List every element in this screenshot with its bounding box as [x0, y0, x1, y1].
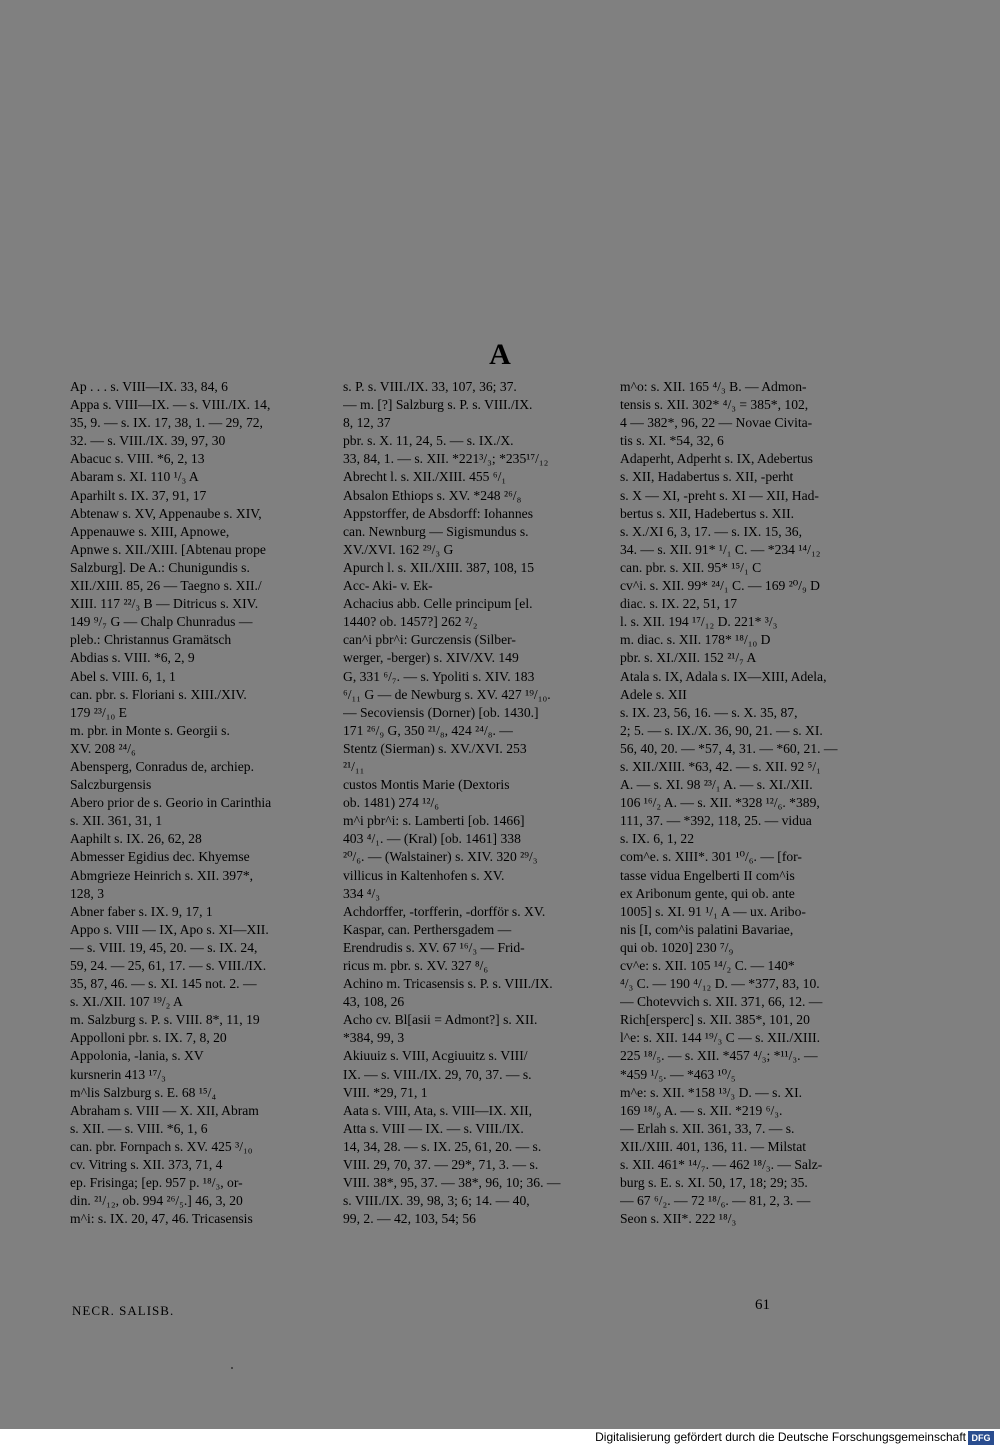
entry-line: 99, 2. — 42, 103, 54; 56: [343, 1211, 476, 1227]
entry-line: Appo s. VIII — IX, Apo s. XI—XII.: [70, 921, 269, 937]
column-2: [343, 378, 598, 1228]
entry-line: 171 ²⁶/₉ G, 350 ²¹/₈, 424 ²⁴/₈. —: [343, 722, 513, 738]
entry-line: s. XII. — s. VIII. *6, 1, 6: [70, 1120, 208, 1136]
entry-line: m^i: s. IX. 20, 47, 46. Tricasensis: [70, 1211, 253, 1227]
entry-line: Stentz (Sierman) s. XV./XVI. 253: [343, 740, 527, 756]
print-speck: [231, 1367, 233, 1369]
entry-line: l^e: s. XII. 144 ¹⁹/₃ C — s. XII./XIII.: [620, 1030, 821, 1046]
entry-line: Appenauwe s. XIII, Apnowe,: [70, 523, 230, 539]
entry-line: can. Newnburg — Sigismundus s.: [343, 523, 529, 539]
entry-line: 149 ⁹/₇ G — Chalp Chunradus —: [70, 614, 253, 630]
entry-line: ep. Frisinga; [ep. 957 p. ¹⁸/₃, or-: [70, 1175, 243, 1191]
entry-line: s. X./XI 6, 3, 17. — s. IX. 15, 36,: [620, 523, 803, 539]
entry-line: m^i pbr^i: s. Lamberti [ob. 1466]: [343, 813, 525, 829]
entry-line: 169 ¹⁸/₉ A. — s. XII. *219 ⁶/₃.: [620, 1102, 783, 1118]
entry-line: *384, 99, 3: [343, 1030, 405, 1046]
entry-line: tasse vidua Engelberti II com^is: [620, 867, 795, 883]
entry-line: XIII. 117 ²²/₃ B — Ditricus s. XIV.: [70, 596, 259, 612]
entry-line: can. pbr. s. Floriani s. XIII./XIV.: [70, 686, 247, 702]
entry-line: 14, 34, 28. — s. IX. 25, 61, 20. — s.: [343, 1138, 542, 1154]
entry-line: Aaphilt s. IX. 26, 62, 28: [70, 831, 202, 847]
entry-line: VIII. 38*, 95, 37. — 38*, 96, 10; 36. —: [343, 1175, 561, 1191]
entry-line: Abacuc s. VIII. *6, 2, 13: [70, 451, 205, 467]
entry-line: Ap . . . s. VIII—IX. 33, 84, 6: [70, 379, 228, 394]
entry-line: XV. 208 ²⁴/₆: [70, 740, 136, 756]
entry-line: ⁴/₃ C. — 190 ⁴/₁₂ D. — *377, 83, 10.: [620, 976, 820, 992]
entry-line: 1005] s. XI. 91 ¹/₁ A — ux. Aribo-: [620, 903, 806, 919]
entry-line: ob. 1481) 274 ¹²/₆: [343, 795, 439, 811]
entry-line: 59, 24. — 25, 61, 17. — s. VIII./IX.: [70, 958, 267, 973]
entry-line: 32. — s. VIII./IX. 39, 97, 30: [70, 433, 226, 449]
entry-line: Atta s. VIII — IX. — s. VIII./IX.: [343, 1120, 524, 1136]
entry-line: cv. Vitring s. XII. 373, 71, 4: [70, 1157, 223, 1173]
entry-line: m^o: s. XII. 165 ⁴/₃ B. — Admon-: [620, 379, 807, 394]
entry-line: Kaspar, can. Perthersgadem —: [343, 921, 512, 937]
entry-line: ex Aribonum gente, qui ob. ante: [620, 885, 795, 901]
page-number: 61: [755, 1297, 770, 1313]
entry-line: Achacius abb. Celle principum [el.: [343, 596, 533, 612]
entry-line: pbr. s. X. 11, 24, 5. — s. IX./X.: [343, 433, 514, 449]
entry-line: 111, 37. — *392, 118, 25. — vidua: [620, 813, 812, 829]
entry-line: cv^e: s. XII. 105 ¹⁴/₂ C. — 140*: [620, 958, 795, 973]
entry-line: *459 ¹/₅. — *463 ¹⁰/₅: [620, 1066, 736, 1082]
dfg-logo-icon: DFG: [968, 1431, 994, 1445]
entry-line: 8, 12, 37: [343, 415, 391, 431]
entry-line: Abensperg, Conradus de, archiep.: [70, 758, 254, 774]
entry-line: Salczburgensis: [70, 777, 152, 793]
entry-line: tensis s. XII. 302* ⁴/₃ = 385*, 102,: [620, 397, 809, 413]
entry-line: VIII. 29, 70, 37. — 29*, 71, 3. — s.: [343, 1157, 539, 1173]
entry-line: s. XII, Hadabertus s. XII, -perht: [620, 469, 794, 485]
entry-line: XII./XIII. 401, 136, 11. — Milstat: [620, 1138, 807, 1154]
entry-line: Aparhilt s. IX. 37, 91, 17: [70, 487, 207, 503]
entry-line: Abtenaw s. XV, Appenaube s. XIV,: [70, 505, 262, 521]
entry-line: Abmgrieze Heinrich s. XII. 397*,: [70, 867, 254, 883]
entry-line: Apnwe s. XII./XIII. [Abtenau prope: [70, 541, 266, 557]
entry-line: Abmesser Egidius dec. Khyemse: [70, 849, 250, 865]
entry-line: s. XI./XII. 107 ¹⁹/₂ A: [70, 994, 183, 1010]
entry-line: 56, 40, 20. — *57, 4, 31. — *60, 21. —: [620, 740, 838, 756]
entry-line: m^e: s. XII. *158 ¹³/₃ D. — s. XI.: [620, 1084, 803, 1100]
entry-line: XII./XIII. 85, 26 — Taegno s. XII./: [70, 578, 262, 594]
entry-line: Abner faber s. IX. 9, 17, 1: [70, 903, 213, 919]
entry-line: Appa s. VIII—IX. — s. VIII./IX. 14,: [70, 397, 271, 413]
entry-line: A. — s. XI. 98 ²³/₁ A. — s. XI./XII.: [620, 777, 813, 793]
entry-line: — 67 ⁶/₂. — 72 ¹⁸/₆. — 81, 2, 3. —: [620, 1193, 811, 1209]
entry-line: m^lis Salzburg s. E. 68 ¹⁵/₄: [70, 1084, 217, 1100]
entry-line: m. diac. s. XII. 178* ¹⁸/₁₀ D: [620, 632, 771, 648]
entry-line: diac. s. IX. 22, 51, 17: [620, 596, 738, 612]
entry-line: pleb.: Christannus Gramätsch: [70, 632, 232, 648]
entry-line: VIII. *29, 71, 1: [343, 1084, 428, 1100]
entry-line: bertus s. XII, Hadebertus s. XII.: [620, 505, 795, 521]
entry-line: Abaram s. XI. 110 ¹/₃ A: [70, 469, 199, 485]
entry-line: Achdorffer, -torfferin, -dorfför s. XV.: [343, 903, 546, 919]
entry-line: — Erlah s. XII. 361, 33, 7. — s.: [620, 1120, 795, 1136]
entry-line: can^i pbr^i: Gurczensis (Silber-: [343, 632, 516, 648]
entry-line: Abraham s. VIII — X. XII, Abram: [70, 1102, 259, 1118]
entry-line: ²¹/₁₁: [343, 758, 365, 774]
entry-line: ²⁰/₆. — (Walstainer) s. XIV. 320 ²⁹/₃: [343, 849, 538, 865]
entry-line: l. s. XII. 194 ¹⁷/₁₂ D. 221* ³/₃: [620, 614, 778, 630]
entry-line: Apurch l. s. XII./XIII. 387, 108, 15: [343, 559, 535, 575]
entry-line: din. ²¹/₁₂, ob. 994 ²⁶/₅.] 46, 3, 20: [70, 1193, 243, 1209]
entry-line: m. Salzburg s. P. s. VIII. 8*, 11, 19: [70, 1012, 260, 1028]
entry-line: ricus m. pbr. s. XV. 327 ⁸/₆: [343, 958, 489, 973]
entry-line: 34. — s. XII. 91* ¹/₁ C. — *234 ¹⁴/₁₂: [620, 541, 821, 557]
entry-line: pbr. s. XI./XII. 152 ²¹/₇ A: [620, 650, 757, 666]
entry-line: nis [I, com^is palatini Bavariae,: [620, 921, 794, 937]
entry-line: 35, 87, 46. — s. XI. 145 not. 2. —: [70, 976, 257, 992]
entry-line: Atala s. IX, Adala s. IX—XIII, Adela,: [620, 668, 827, 684]
entry-line: tis s. XI. *54, 32, 6: [620, 433, 724, 449]
entry-line: — s. VIII. 19, 45, 20. — s. IX. 24,: [70, 939, 258, 955]
entry-line: 35, 9. — s. IX. 17, 38, 1. — 29, 72,: [70, 415, 263, 431]
entry-line: 106 ¹⁶/₂ A. — s. XII. *328 ¹²/₆. *389,: [620, 795, 820, 811]
column-1: [70, 378, 328, 1228]
entry-line: Appolloni pbr. s. IX. 7, 8, 20: [70, 1030, 227, 1046]
section-letter: A: [489, 338, 511, 371]
entry-line: s. X — XI, -preht s. XI — XII, Had-: [620, 487, 819, 503]
entry-line: can. pbr. Fornpach s. XV. 425 ³/₁₀: [70, 1138, 253, 1154]
entry-line: Abrecht l. s. XII./XIII. 455 ⁶/₁: [343, 469, 507, 485]
entry-line: Seon s. XII*. 222 ¹⁸/₃: [620, 1211, 737, 1227]
entry-line: werger, -berger) s. XIV/XV. 149: [343, 650, 519, 666]
entry-line: Akiuuiz s. VIII, Acgiuuitz s. VIII/: [343, 1048, 528, 1064]
entry-line: Acho cv. Bl[asii = Admont?] s. XII.: [343, 1012, 538, 1028]
entry-line: s. XII. 461* ¹⁴/₇. — 462 ¹⁸/₃. — Salz-: [620, 1157, 823, 1173]
entry-line: s. IX. 6, 1, 22: [620, 831, 695, 847]
entry-line: com^e. s. XIII*. 301 ¹⁰/₆. — [for-: [620, 849, 802, 865]
entry-line: Adele s. XII: [620, 686, 687, 702]
entry-line: Acc- Aki- v. Ek-: [343, 578, 433, 594]
entry-line: 128, 3: [70, 885, 104, 901]
entry-line: s. P. s. VIII./IX. 33, 107, 36; 37.: [343, 379, 517, 394]
entry-line: burg s. E. s. XI. 50, 17, 18; 29; 35.: [620, 1175, 808, 1191]
entry-line: 179 ²³/₁₀ E: [70, 704, 127, 720]
entry-line: Adaperht, Adperht s. IX, Adebertus: [620, 451, 813, 467]
entry-line: Abel s. VIII. 6, 1, 1: [70, 668, 176, 684]
entry-line: 403 ⁴/₁. — (Kral) [ob. 1461] 338: [343, 831, 521, 847]
entry-line: 1440? ob. 1457?] 262 ²/₂: [343, 614, 478, 630]
entry-line: G, 331 ⁶/₇. — s. Ypoliti s. XIV. 183: [343, 668, 535, 684]
entry-line: 33, 84, 1. — s. XII. *221³/₃; *235¹⁷/₁₂: [343, 451, 549, 467]
entry-line: Salzburg]. De A.: Chunigundis s.: [70, 559, 250, 575]
entry-line: villicus in Kaltenhofen s. XV.: [343, 867, 505, 883]
entry-line: ⁶/₁₁ G — de Newburg s. XV. 427 ¹⁹/₁₀.: [343, 686, 551, 702]
entry-line: s. XII. 361, 31, 1: [70, 813, 163, 829]
entry-line: IX. — s. VIII./IX. 29, 70, 37. — s.: [343, 1066, 532, 1082]
entry-line: s. IX. 23, 56, 16. — s. X. 35, 87,: [620, 704, 798, 720]
entry-line: Erendrudis s. XV. 67 ¹⁶/₃ — Frid-: [343, 939, 525, 955]
entry-line: 334 ⁴/₃: [343, 885, 381, 901]
entry-line: Rich[ersperc] s. XII. 385*, 101, 20: [620, 1012, 810, 1028]
entry-line: — m. [?] Salzburg s. P. s. VIII./IX.: [343, 397, 533, 413]
entry-line: cv^i. s. XII. 99* ²⁴/₁ C. — 169 ²⁰/₉ D: [620, 578, 820, 594]
entry-line: Appstorffer, de Absdorff: Iohannes: [343, 505, 533, 521]
entry-line: s. VIII./IX. 39, 98, 3; 6; 14. — 40,: [343, 1193, 530, 1209]
entry-line: can. pbr. s. XII. 95* ¹⁵/₁ C: [620, 559, 762, 575]
entry-line: s. XII./XIII. *63, 42. — s. XII. 92 ⁵/₁: [620, 758, 821, 774]
entry-line: Abdias s. VIII. *6, 2, 9: [70, 650, 195, 666]
entry-line: — Chotevvich s. XII. 371, 66, 12. —: [620, 994, 823, 1010]
entry-line: Appolonia, -lania, s. XV: [70, 1048, 204, 1064]
column-3: [620, 378, 862, 1228]
funding-credit: Digitalisierung gefördert durch die Deutsche Forschungsgemeinschaft: [595, 1430, 966, 1444]
entry-line: — Secoviensis (Dorner) [ob. 1430.]: [343, 704, 539, 720]
entry-line: Absalon Ethiops s. XV. *248 ²⁶/₈: [343, 487, 522, 503]
entry-line: custos Montis Marie (Dextoris: [343, 777, 510, 793]
entry-line: Aata s. VIII, Ata, s. VIII—IX. XII,: [343, 1102, 533, 1118]
entry-line: 225 ¹⁸/₅. — s. XII. *457 ⁴/₃; *¹¹/₃. —: [620, 1048, 818, 1064]
entry-line: XV./XVI. 162 ²⁹/₃ G: [343, 541, 454, 557]
entry-line: kursnerin 413 ¹⁷/₃: [70, 1066, 166, 1082]
entry-line: Abero prior de s. Georio in Carinthia: [70, 795, 272, 811]
entry-line: m. pbr. in Monte s. Georgii s.: [70, 722, 230, 738]
entry-line: 2; 5. — s. IX./X. 36, 90, 21. — s. XI.: [620, 722, 823, 738]
running-footer: NECR. SALISB.: [72, 1303, 175, 1318]
entry-line: qui ob. 1020] 230 ⁷/₉: [620, 939, 734, 955]
entry-line: 43, 108, 26: [343, 994, 405, 1010]
entry-line: Achino m. Tricasensis s. P. s. VIII./IX.: [343, 976, 553, 992]
entry-line: 4 — 382*, 96, 22 — Novae Civita-: [620, 415, 813, 431]
